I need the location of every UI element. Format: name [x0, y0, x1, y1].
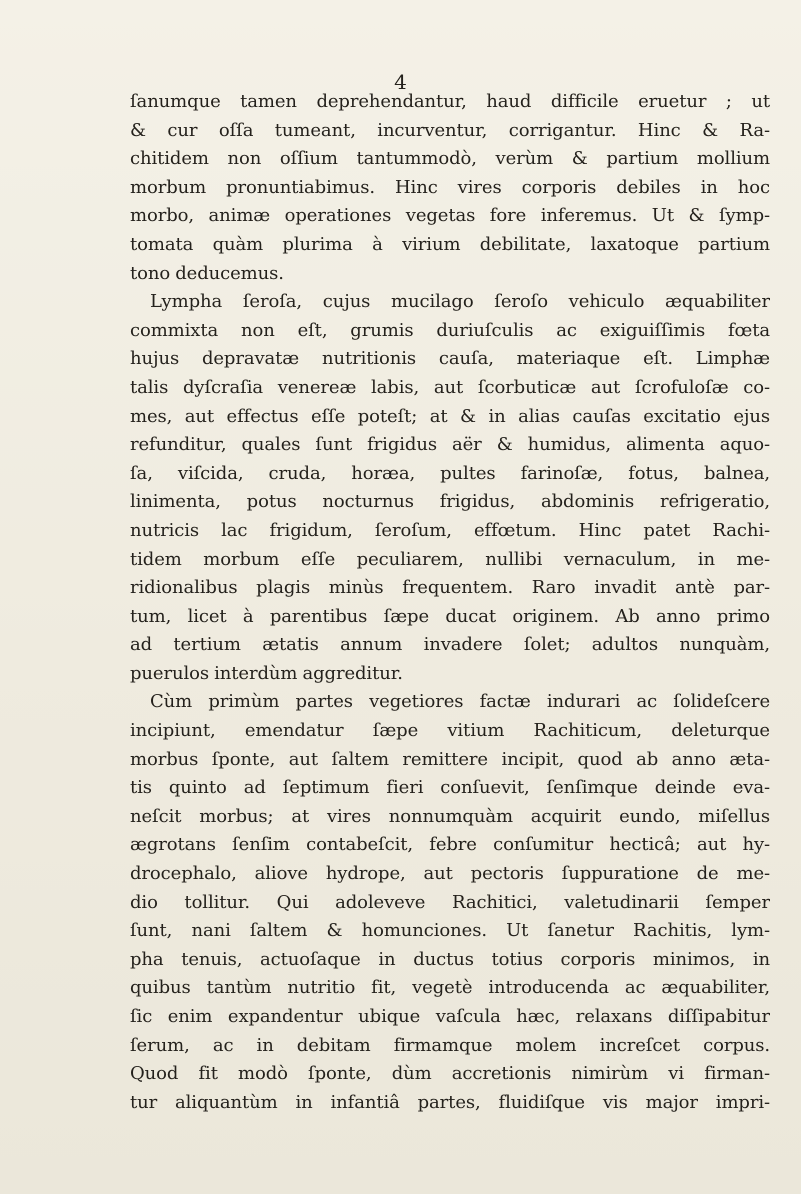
text-line: tum, licet à parentibus ſæpe ducat originem. Ab anno primo	[130, 605, 770, 627]
text-line: tis quinto ad ſeptimum fieri conſuevit, ſenſimque deinde eva-	[130, 777, 770, 799]
text-line: ſunt, nani ſaltem & homunciones. Ut ſanetur Rachitis, lym-	[130, 920, 770, 942]
text-line: ſerum, ac in debitam firmamque molem increſcet corpus.	[130, 1034, 770, 1056]
page-number: 4	[394, 70, 407, 94]
text-line: hujus depravatæ nutritionis cauſa, materiaque eſt. Limphæ	[130, 348, 770, 370]
text-line: neſcit morbus; at vires nonnumquàm acquirit eundo, miſellus	[130, 805, 770, 827]
body-text	[130, 88, 770, 1117]
text-line: morbus ſponte, aut ſaltem remittere incipit, quod ab anno æta-	[130, 748, 770, 770]
text-line: quibus tantùm nutritio fit, vegetè introducenda ac æquabiliter,	[130, 977, 770, 999]
text-line: & cur oſſa tumeant, incurventur, corrigantur. Hinc & Ra-	[130, 119, 770, 141]
text-line: incipiunt, emendatur ſæpe vitium Rachiticum, deleturque	[130, 720, 770, 742]
text-line: Quod fit modò ſponte, dùm accretionis nimirùm vi firman-	[130, 1063, 770, 1085]
text-line: morbo, animæ operationes vegetas fore inferemus. Ut & ſymp-	[130, 205, 770, 227]
text-line: ad tertium ætatis annum invadere ſolet; adultos nunquàm,	[130, 634, 770, 656]
text-line: dio tollitur. Qui adoleveve Rachitici, valetudinarii ſemper	[130, 891, 770, 913]
text-line: tomata quàm plurima à virium debilitate, laxatoque partium	[130, 233, 770, 255]
text-line: pha tenuis, actuoſaque in ductus totius corporis minimos, in	[130, 948, 770, 970]
text-line: drocephalo, aliove hydrope, aut pectoris ſuppuratione de me-	[130, 863, 770, 885]
text-line: puerulos interdùm aggreditur.	[130, 662, 403, 684]
text-line: tur aliquantùm in infantiâ partes, fluidiſque vis major impri-	[130, 1091, 770, 1113]
text-line: chitidem non oſſium tantummodò, verùm & partium mollium	[130, 148, 770, 170]
text-line: Cùm primùm partes vegetiores factæ indurari ac ſolideſcere	[150, 691, 770, 713]
text-line: Lympha ſeroſa, cujus mucilago ſeroſo vehiculo æquabiliter	[150, 291, 770, 313]
text-line: tono deducemus.	[130, 262, 284, 284]
text-line: ægrotans ſenſim contabeſcit, febre conſumitur hecticâ; aut hy-	[130, 834, 770, 856]
text-line: commixta non eſt, grumis duriuſculis ac exiguiſſimis fœta	[130, 319, 770, 341]
text-line: nutricis lac frigidum, ſeroſum, effœtum. Hinc patet Rachi-	[130, 519, 770, 541]
text-line: ridionalibus plagis minùs frequentem. Raro invadit antè par-	[130, 577, 770, 599]
text-line: refunditur, quales ſunt frigidus aër & humidus, alimenta aquo-	[130, 434, 770, 456]
text-line: talis dyſcraſia venereæ labis, aut ſcorbuticæ aut ſcrofuloſæ co-	[130, 376, 770, 398]
text-line: ſanumque tamen deprehendantur, haud difficile eruetur ; ut	[130, 91, 770, 112]
text-line: tidem morbum eſſe peculiarem, nullibi vernaculum, in me-	[130, 548, 770, 570]
text-line: morbum pronuntiabimus. Hinc vires corporis debiles in hoc	[130, 176, 770, 198]
text-line: ſa, viſcida, cruda, horæa, pultes farinoſæ, fotus, balnea,	[130, 462, 770, 484]
text-line: ſic enim expandentur ubique vaſcula hæc, relaxans diſſipabitur	[130, 1006, 770, 1027]
text-line: linimenta, potus nocturnus frigidus, abdominis refrigeratio,	[130, 491, 770, 513]
text-line: mes, aut effectus eſſe poteſt; at & in alias cauſas excitatio ejus	[130, 405, 770, 427]
